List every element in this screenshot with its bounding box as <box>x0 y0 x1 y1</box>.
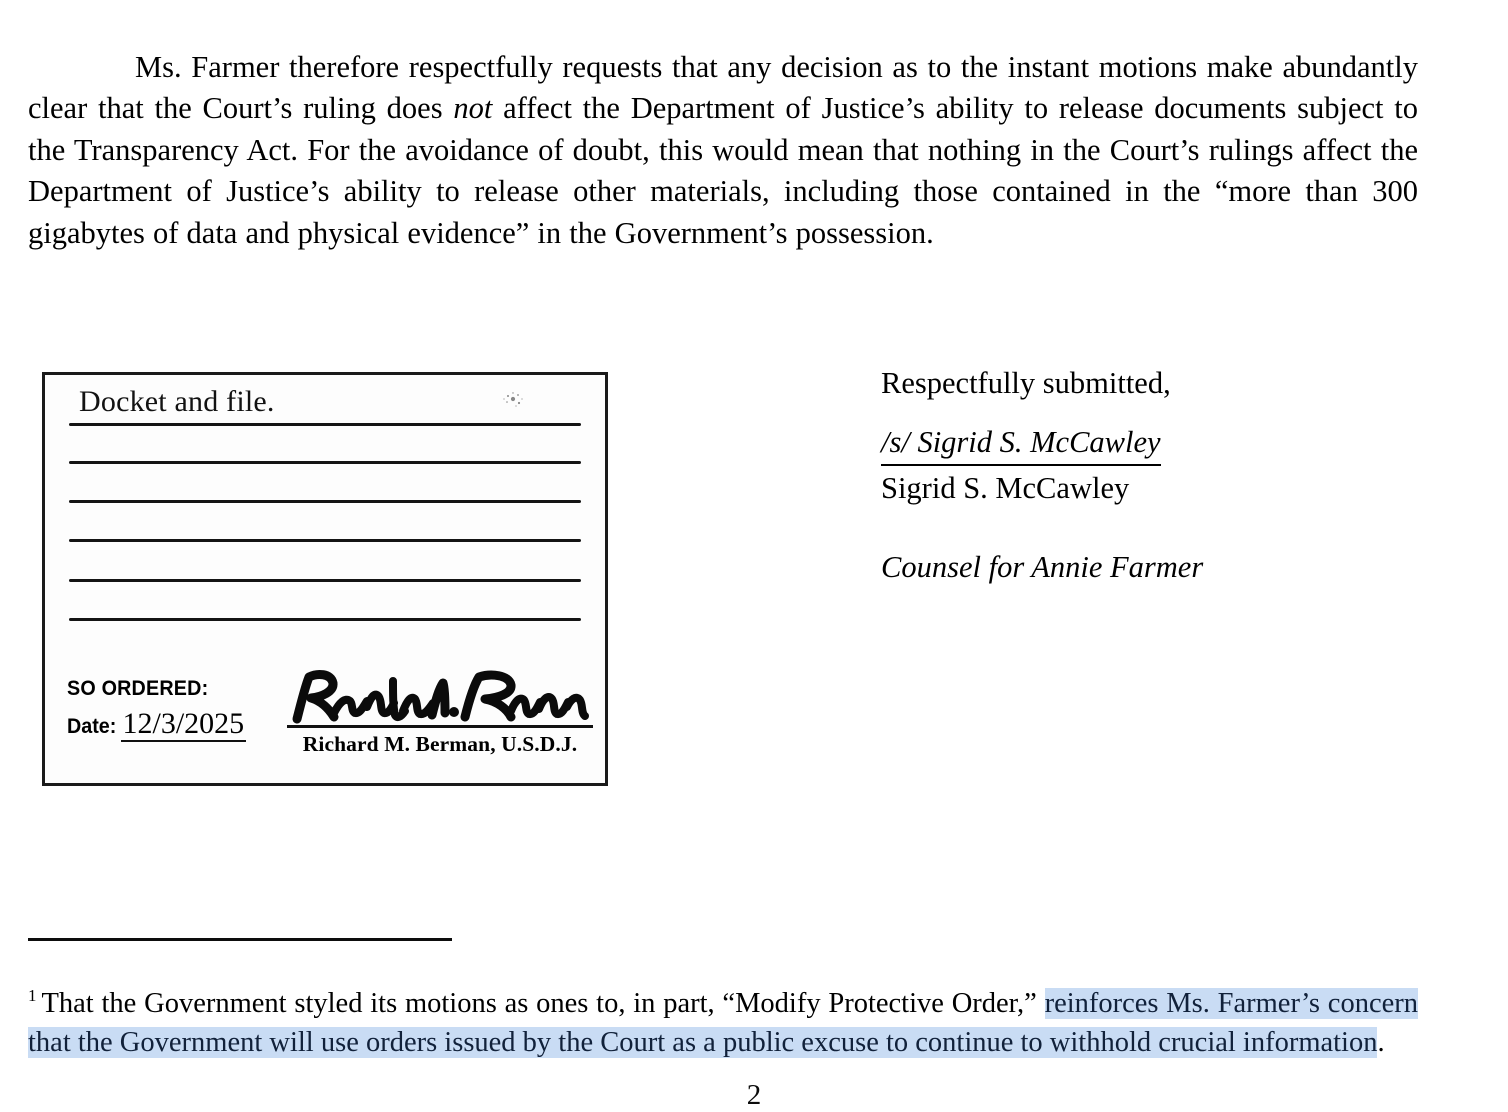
stamp-ruled-line-2 <box>69 461 581 464</box>
body-paragraph-emphasis-not: not <box>453 91 493 125</box>
stamp-date-row <box>67 709 246 742</box>
docket-and-file-note: Docket and file. <box>79 385 275 418</box>
body-paragraph <box>28 47 1418 255</box>
body-paragraph-part1: Ms. Farmer therefore respectfully requests that any decision as to the instant motions make abundantly clear that the Court’s ruling does <box>28 49 1418 125</box>
closing-signature-block <box>881 363 1421 588</box>
judge-name: Richard M. Berman, U.S.D.J. <box>302 731 578 756</box>
footnote-text-highlighted: reinforces Ms. Farmer’s concern that the Government will use orders issued by the Court as a public excuse to continue to withhold crucial information <box>28 987 1418 1058</box>
signature-rule <box>287 725 593 728</box>
stamp-ruled-line-6 <box>69 618 581 621</box>
footnote-text-plain: That the Government styled its motions as ones to, in part, “Modify Protective Order,” <box>41 987 1045 1019</box>
attorney-name: Sigrid S. McCawley <box>881 471 1130 505</box>
court-stamp-inner <box>45 375 605 783</box>
stamp-ruled-line-3 <box>69 500 581 503</box>
footnote-marker: 1 <box>28 986 37 1005</box>
judge-signature-icon <box>287 667 593 727</box>
counsel-for-line: Counsel for Annie Farmer <box>881 550 1204 584</box>
date-value: 12/3/2025 <box>122 707 245 740</box>
stamp-ruled-line-4 <box>69 539 581 542</box>
stamp-ruled-line-1 <box>69 423 581 426</box>
judge-signature-block <box>287 667 597 757</box>
court-stamp-box <box>42 372 608 786</box>
respectfully-submitted-line: Respectfully submitted, <box>881 366 1171 400</box>
date-label: Date: <box>67 715 117 738</box>
footnote <box>28 984 1418 1062</box>
footnote-text-trailing: . <box>1377 1026 1385 1058</box>
body-paragraph-part2: affect the Department of Justice’s ability to release documents subject to the Transparency Act. For the avoidance of doubt, this would mean that nothing in the Court’s rulings affect the Department of Justice’s ability to release other materials, including those contained in the “more than 300 gigabytes of data and physical evidence” in the Government’s possession. <box>28 91 1418 250</box>
stamp-ruled-line-5 <box>69 579 581 582</box>
page-number: 2 <box>746 1079 762 1111</box>
so-ordered-label: SO ORDERED: <box>67 677 209 700</box>
footnote-separator-rule <box>28 938 452 941</box>
scan-artifact-speck <box>500 389 526 409</box>
attorney-electronic-signature: /s/ Sigrid S. McCawley <box>881 422 1161 466</box>
